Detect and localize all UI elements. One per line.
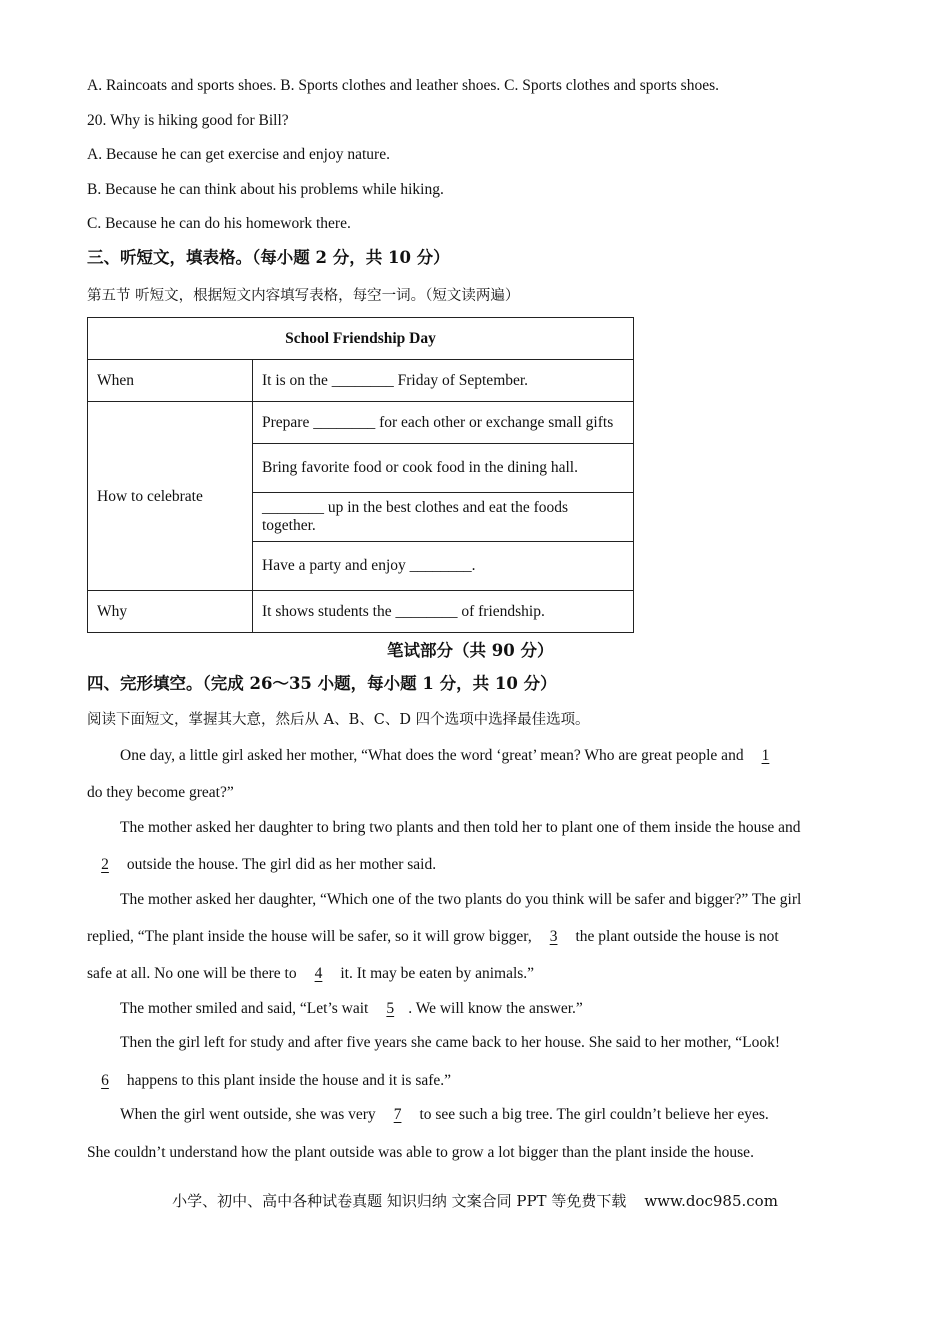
section3-heading: 三、听短文，填表格。（每小题 2 分，共 10 分） <box>87 248 450 267</box>
cloze-blank-1: 1 <box>761 747 770 764</box>
footer-text: 小学、初中、高中各种试卷真题 知识归纳 文案合同 PPT 等免费下载 <box>172 1192 627 1210</box>
cloze-blank-6: 6 <box>101 1072 109 1089</box>
passage-line-7: safe at all. No one will be there to 4 it. It may be eaten by animals.” <box>87 965 535 982</box>
passage-line-5: The mother asked her daughter, “Which one of the two plants do you think will be safer and bigger?” The girl <box>120 891 802 908</box>
q20-option-b: B. Because he can think about his problems while hiking. <box>87 181 444 198</box>
passage-line-4: 2 outside the house. The girl did as her mother said. <box>87 855 436 875</box>
why-label: Why <box>88 591 253 633</box>
friendship-day-table <box>87 317 634 633</box>
cloze-blank-2: 2 <box>101 856 109 873</box>
passage-line-8: The mother smiled and said, “Let’s wait 5 . We will know the answer.” <box>120 1000 583 1017</box>
how-cell-4: Have a party and enjoy ________. <box>253 542 634 591</box>
passage-line-11: When the girl went outside, she was very 7 to see such a big tree. The girl couldn’t believe her eyes. <box>120 1106 769 1123</box>
blank-25: ________ <box>395 602 458 620</box>
how-cell-2: Bring favorite food or cook food in the dining hall. <box>253 444 634 493</box>
when-cell: It is on the ________ Friday of September. <box>253 360 634 402</box>
q20-option-a: A. Because he can get exercise and enjoy nature. <box>87 146 390 163</box>
written-part-heading: 笔试部分（共 90 分） <box>387 641 554 660</box>
section3-instruction: 第五节 听短文，根据短文内容填写表格，每空一词。（短文读两遍） <box>87 288 520 304</box>
how-cell-1: Prepare ________ for each other or exchange small gifts <box>253 402 634 444</box>
cloze-blank-3: 3 <box>549 928 558 945</box>
when-label: When <box>88 360 253 402</box>
passage-line-1: One day, a little girl asked her mother, “What does the word ‘great’ mean? Who are great people and 1 <box>120 746 783 766</box>
why-cell: It shows students the ________ of friendship. <box>253 591 634 633</box>
passage-line-10: 6 happens to this plant inside the house and it is safe.” <box>87 1071 451 1091</box>
page-footer <box>0 1190 950 1211</box>
q19-options: A. Raincoats and sports shoes. B. Sports clothes and leather shoes. C. Sports clothes and sports shoes. <box>87 77 719 94</box>
blank-24: ________ <box>409 557 472 574</box>
how-label: How to celebrate <box>88 402 253 591</box>
cloze-blank-7: 7 <box>393 1106 402 1123</box>
q20-option-c: C. Because he can do his homework there. <box>87 215 351 232</box>
section4-instruction: 阅读下面短文，掌握其大意，然后从 A、B、C、D 四个选项中选择最佳选项。 <box>87 712 590 728</box>
how-cell-3: ________ up in the best clothes and eat the foods together. <box>253 493 634 542</box>
passage-line-6: replied, “The plant inside the house will be safer, so it will grow bigger, 3 the plant outside the house is not <box>87 928 779 945</box>
q20-question: 20. Why is hiking good for Bill? <box>87 112 289 129</box>
blank-21: ________ <box>331 371 394 389</box>
passage-line-3: The mother asked her daughter to bring two plants and then told her to plant one of them inside the house and <box>120 819 801 836</box>
table-title: School Friendship Day <box>88 318 634 360</box>
passage-line-9: Then the girl left for study and after five years she came back to her house. She said to her mother, “Look! <box>120 1034 781 1051</box>
passage-line-12: She couldn’t understand how the plant outside was able to grow a lot bigger than the plant inside the house. <box>87 1144 754 1161</box>
cloze-blank-4: 4 <box>314 965 323 982</box>
footer-url[interactable]: www.doc985.com <box>644 1192 778 1210</box>
cloze-blank-5: 5 <box>386 1000 395 1017</box>
blank-22: ________ <box>313 413 376 431</box>
blank-23: ________ <box>262 499 324 516</box>
section4-heading: 四、完形填空。（完成 26～35 小题，每小题 1 分，共 10 分） <box>87 674 557 693</box>
passage-line-2: do they become great?” <box>87 784 234 801</box>
